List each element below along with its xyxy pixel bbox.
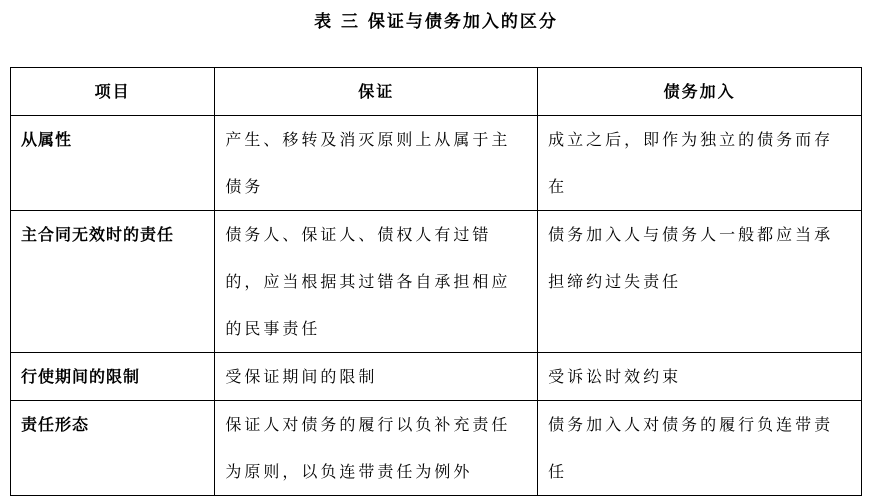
table-title: 表 三 保证与债务加入的区分 [314,12,558,32]
column-header-debt-joinder: 债务加入 [538,68,862,116]
debt-joinder-cell: 债务加入人对债务的履行负连带责任 [538,401,862,496]
debt-joinder-cell: 受诉讼时效约束 [538,353,862,401]
guarantee-cell: 产生、移转及消灭原则上从属于主债务 [215,116,538,211]
debt-joinder-cell: 债务加入人与债务人一般都应当承担缔约过失责任 [538,211,862,353]
column-header-item: 项目 [11,68,215,116]
guarantee-cell: 保证人对债务的履行以负补充责任为原则，以负连带责任为例外 [215,401,538,496]
comparison-table [10,67,862,496]
debt-joinder-cell: 成立之后，即作为独立的债务而存在 [538,116,862,211]
row-item-cell: 从属性 [11,116,215,211]
row-item-cell: 行使期间的限制 [11,353,215,401]
table-row [11,401,862,496]
column-header-guarantee: 保证 [215,68,538,116]
table-row [11,116,862,211]
row-item-cell: 责任形态 [11,401,215,496]
row-item-cell: 主合同无效时的责任 [11,211,215,353]
table-row [11,211,862,353]
guarantee-cell: 受保证期间的限制 [215,353,538,401]
guarantee-cell: 债务人、保证人、债权人有过错的，应当根据其过错各自承担相应的民事责任 [215,211,538,353]
table-row [11,353,862,401]
table-header-row [11,68,862,116]
